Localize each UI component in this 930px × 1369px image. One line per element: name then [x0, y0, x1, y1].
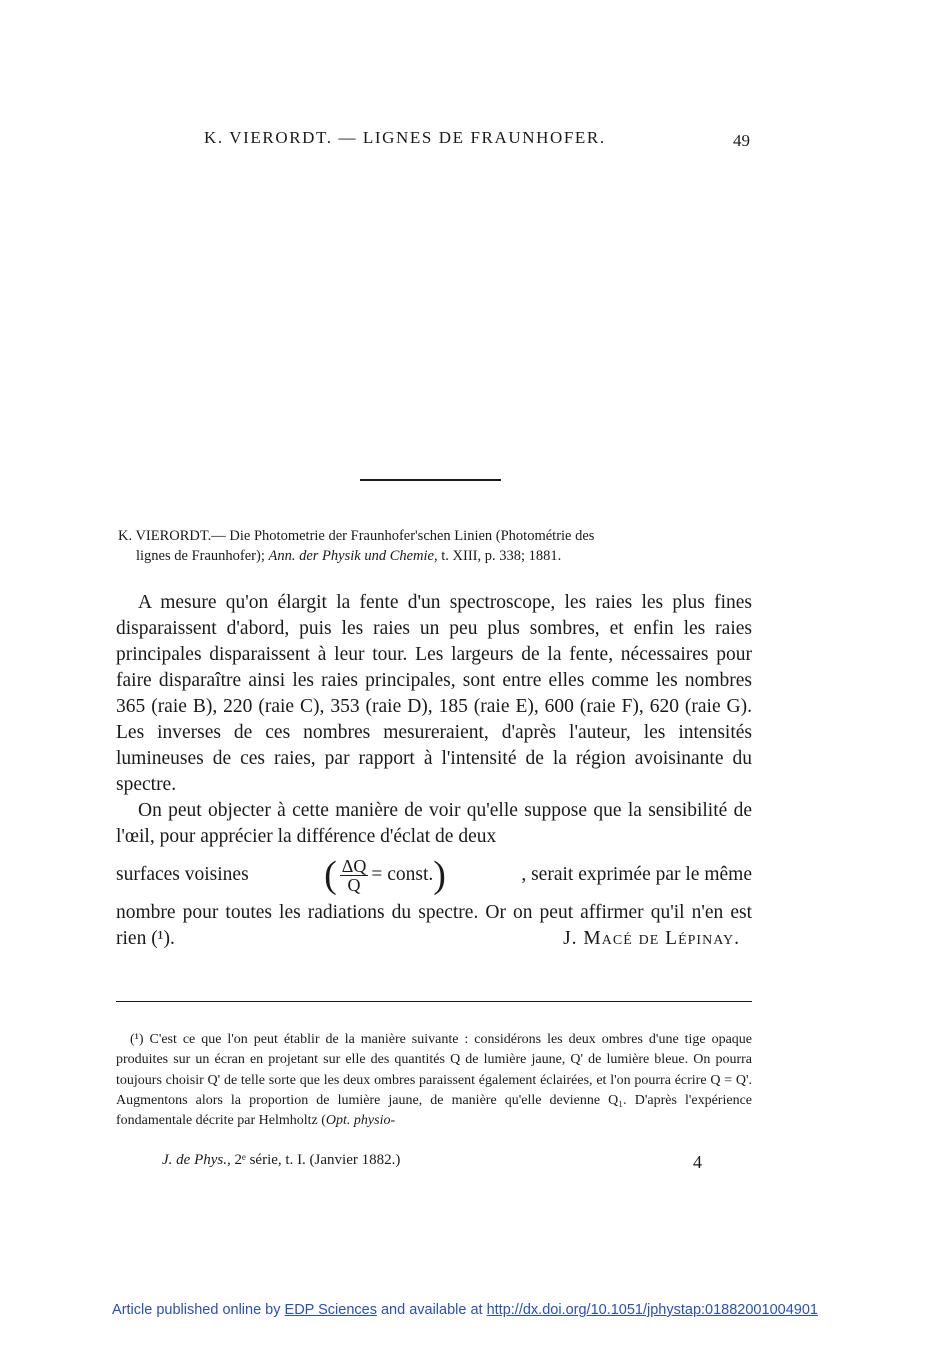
footnote-text — [116, 1030, 752, 1131]
article-citation — [118, 526, 754, 566]
formula-line — [116, 850, 752, 900]
citation-plain: lignes de Fraunhofer); — [136, 548, 265, 564]
formula-prefix: surfaces voisines — [116, 864, 249, 885]
paragraph-2-start: On peut objecter à cette manière de voir qu'elle suppose que la sensibilité de l'œil, pour apprécier la différence d'éclat de deux — [116, 800, 752, 847]
formula-rhs: = const. — [371, 864, 434, 885]
doi-link[interactable]: http://dx.doi.org/10.1051/jphystap:01882001004901 — [486, 1302, 818, 1318]
publication-banner — [0, 1302, 930, 1318]
article-body — [116, 590, 752, 952]
formula-numerator: ΔQ — [341, 855, 367, 876]
running-title: K. VIERORDT. — LIGNES DE FRAUNHOFER. — [204, 128, 606, 147]
paragraph-2-end — [116, 900, 752, 952]
section-divider — [360, 479, 501, 481]
formula-close-paren: ) — [433, 854, 446, 896]
citation-line-1: K. VIERORDT.— Die Photometrie der Fraunhofer'schen Linien (Photométrie des — [118, 528, 595, 544]
formula — [324, 856, 446, 894]
footnote-divider — [116, 1001, 752, 1002]
author-signature: J. Macé de Lépinay. — [563, 928, 740, 949]
journal-name: J. de Phys., — [162, 1152, 231, 1168]
citation-line-2 — [118, 546, 754, 566]
footnote-body: (¹) C'est ce que l'on peut établir de la manière suivante : considérons les deux ombres d'une tige opaque produites sur un écran en projetant sur elle des quantités Q de lumière jaune, Q' de lumière bleue. On pourra toujours choisir Q' de telle sorte que les deux ombres paraissent également éclairées, et l'on pourra écrire Q = Q'. Augmentons alors la proportion de lumière jaune, de manière qu'elle devienne Q₁. D'après l'expérience fondamentale décrite par Helmholtz ( — [116, 1032, 752, 1129]
page-number: 49 — [733, 131, 750, 150]
formula-denominator: Q — [347, 874, 361, 895]
citation-journal: Ann. der Physik und Chemie, — [268, 548, 438, 564]
footnote — [116, 1030, 752, 1131]
journal-citation — [162, 1152, 400, 1169]
paragraph-1: A mesure qu'on élargit la fente d'un spectroscope, les raies les plus fines disparaissent d'abord, puis les raies un peu plus sombres, et enfin les raies principales disparaissent à leur tour. Les largeurs de la fente, nécessaires pour faire disparaître ainsi les raies principales, sont entre elles comme les nombres 365 (raie B), 220 (raie C), 353 (raie D), 185 (raie E), 600 (raie F), 620 (raie G). Les inverses de ces nombres mesureraient, d'après l'auteur, les intensités lumineuses de ces raies, par rapport à l'intensité de la région avoisinante du spectre. — [116, 592, 752, 795]
paragraph-2-end-text: nombre pour toutes les radiations du spectre. Or on peut affirmer qu'il n'en est rien (¹). — [116, 902, 752, 949]
formula-suffix: , serait exprimée par le même — [521, 864, 752, 885]
journal-series: 2ᵉ série, t. I. (Janvier 1882.) — [234, 1152, 401, 1168]
signature-mark: 4 — [693, 1152, 702, 1172]
formula-open-paren: ( — [324, 854, 337, 896]
citation-details: t. XIII, p. 338; 1881. — [441, 548, 562, 564]
banner-middle: and available at — [380, 1302, 483, 1318]
banner-prefix: Article published online by — [112, 1302, 281, 1318]
footnote-italic: Opt. physio- — [325, 1113, 396, 1129]
formula-fraction — [340, 857, 369, 894]
edp-sciences-link[interactable]: EDP Sciences — [284, 1302, 377, 1318]
